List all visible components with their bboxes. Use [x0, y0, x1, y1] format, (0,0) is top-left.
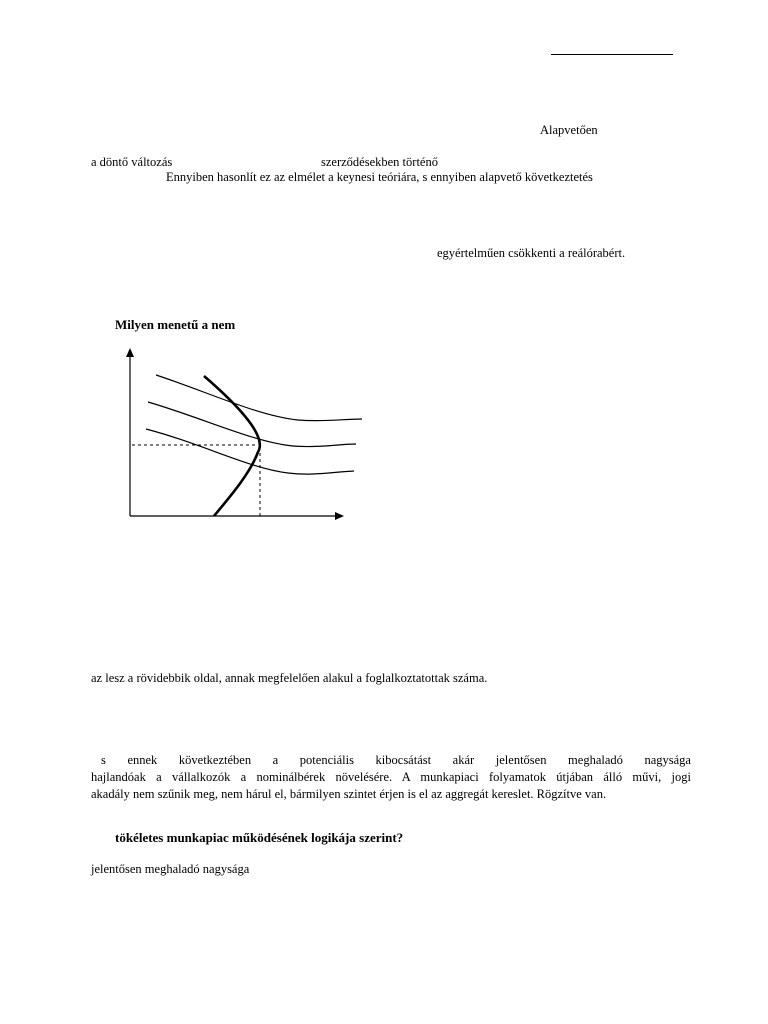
top-rule [551, 54, 673, 55]
text-egyertelmuen: egyértelműen csökkenti a reálórabért. [437, 246, 626, 260]
text-jelentosen: jelentősen meghaladó nagysága [91, 862, 250, 876]
text-donto-valtozas: a döntő változás [91, 155, 173, 169]
paragraph-potencialis [91, 752, 691, 803]
heading-tokeletes-munkapiac: tökéletes munkapiac működésének logikája szerint? [115, 830, 404, 845]
paragraph-line: s ennek következtében a potenciális kibocsátást akár jelentősen meghaladó nagysága [101, 753, 691, 767]
text-ennyiben: Ennyiben hasonlít ez az elmélet a keynesi teóriára, s ennyiben alapvető következtetés [166, 170, 593, 184]
text-rovidebbik: az lesz a rövidebbik oldal, annak megfelelően alakul a foglalkoztatottak száma. [91, 671, 488, 685]
backward-bending-curve [204, 376, 260, 516]
curve-upper [156, 375, 362, 421]
paragraph-line: hajlandóak a vállalkozók a nominálbérek növelésére. A munkapiaci folyamatok útjában álló művi, jogi [91, 770, 691, 784]
text-szerzodesekben: szerződésekben történő [321, 155, 438, 169]
labor-market-diagram [118, 344, 368, 524]
x-axis-arrow [335, 512, 344, 520]
y-axis-arrow [126, 348, 134, 357]
paragraph-line: akadály nem szűnik meg, nem hárul el, bármilyen szintet érjen is el az aggregát kereslet. Rögzítve van. [91, 787, 607, 801]
text-alapvetoen: Alapvetően [540, 123, 598, 137]
heading-milyen-menetu: Milyen menetű a nem [115, 317, 236, 332]
